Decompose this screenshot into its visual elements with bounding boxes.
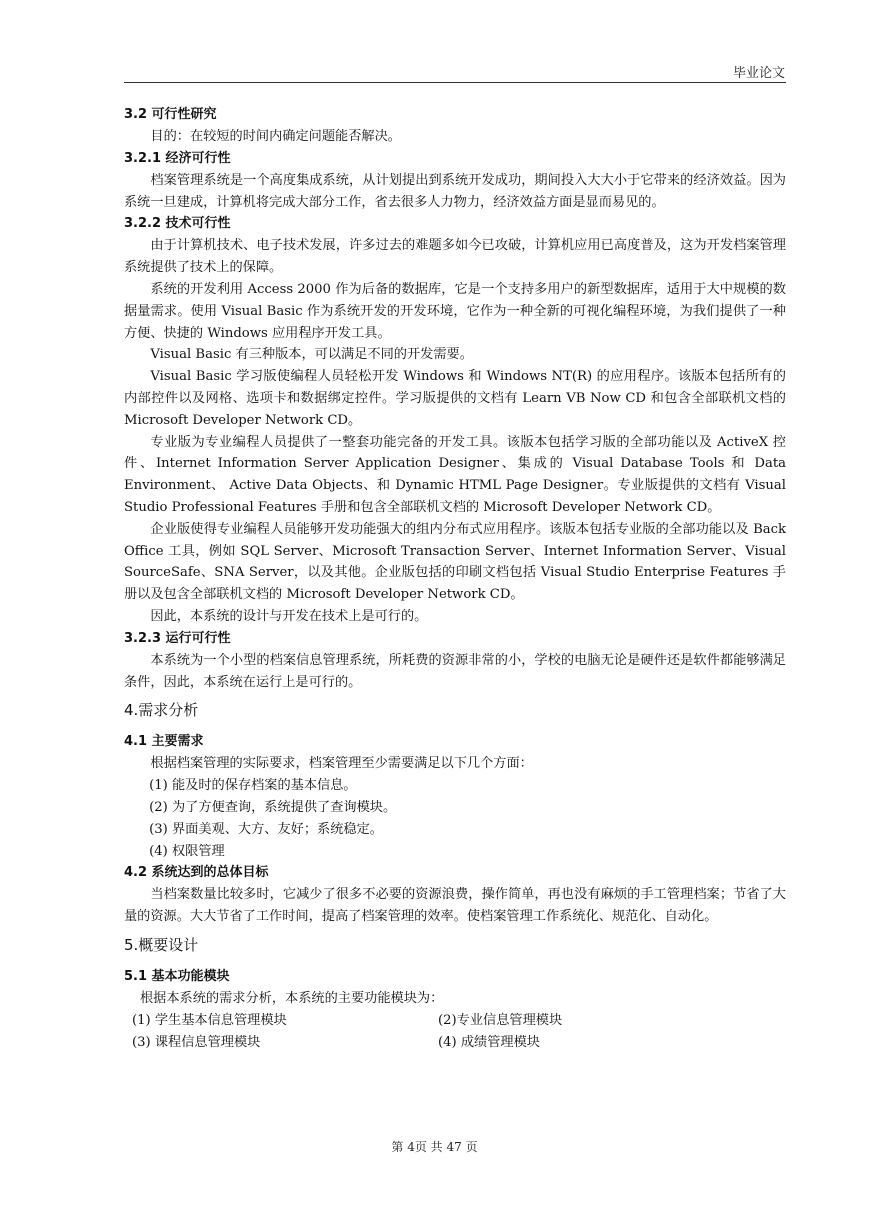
heading-4: 4.需求分析 <box>124 701 199 720</box>
module-item: (1) 学生基本信息管理模块 <box>132 1012 287 1028</box>
list-item: (2) 为了方便查询，系统提供了查询模块。 <box>149 799 397 815</box>
heading-3-2-1: 3.2.1 经济可行性 <box>124 150 231 166</box>
paragraph-tech-6: 企业版使得专业编程人员能够开发功能强大的组内分布式应用程序。该版本包括专业版的全部功能以及 Back Office 工具，例如 SQL Server、Microsoft Transaction Server、Internet Information Server、Visual SourceSafe、SNA Server，以及其他。企业版包括的印刷文档包括 Visual Studio Enterprise Features 手册以及包含全部联机文档的 Microsoft Developer Network CD。 <box>124 521 786 603</box>
heading-5-1: 5.1 基本功能模块 <box>124 968 230 984</box>
paragraph-economic: 档案管理系统是一个高度集成系统，从计划提出到系统开发成功，期间投入大大小于它带来的经济效益。因为系统一旦建成，计算机将完成大部分工作，省去很多人力物力，经济效益方面是显而易见的。 <box>124 172 786 210</box>
paragraph-purpose: 目的：在较短的时间内确定问题能否解决。 <box>150 129 401 144</box>
paragraph-modules-intro: 根据本系统的需求分析，本系统的主要功能模块为： <box>140 990 444 1006</box>
module-row <box>124 1010 786 1032</box>
paragraph-tech-2: 系统的开发利用 Access 2000 作为后备的数据库，它是一个支持多用户的新型数据库，适用于大中规模的数据量需求。使用 Visual Basic 作为系统开发的开发环境，它作为一种全新的可视化编程环境，为我们提供了一种方便、快捷的 Windows 应用程序开发工具。 <box>124 281 786 341</box>
heading-3-2-2: 3.2.2 技术可行性 <box>124 216 231 232</box>
paragraph-tech-7: 因此，本系统的设计与开发在技术上是可行的。 <box>150 608 428 624</box>
module-list <box>124 988 786 1053</box>
list-item: (1) 能及时的保存档案的基本信息。 <box>149 778 357 794</box>
heading-4-2: 4.2 系统达到的总体目标 <box>124 865 269 881</box>
paragraph-tech-4: Visual Basic 学习版使编程人员轻松开发 Windows 和 Windows NT(R) 的应用程序。该版本包括所有的内部控件以及网格、选项卡和数据绑定控件。学习版提供的文档有 Learn VB Now CD 和包含全部联机文档的 Microsoft Developer Network CD。 <box>124 369 786 428</box>
paragraph-tech-1: 由于计算机技术、电子技术发展，许多过去的难题多如今已攻破，计算机应用已高度普及，这为开发档案管理系统提供了技术上的保障。 <box>124 238 786 276</box>
page-number-footer: 第 4页 共 47 页 <box>391 1140 478 1154</box>
paragraph-requirements-intro: 根据档案管理的实际要求，档案管理至少需要满足以下几个方面： <box>150 756 533 772</box>
list-item: (4) 权限管理 <box>149 843 225 859</box>
paragraph-tech-5: 专业版为专业编程人员提供了一整套功能完备的开发工具。该版本包括学习版的全部功能以及 ActiveX 控件、Internet Information Server Application Designer、集成的 Visual Database Tools 和 Data Environment、 Active Data Objects、和 Dynamic HTML Page Designer。专业版提供的文档有 Visual Studio Professional Features 手册和包含全部联机文档的 Microsoft Developer Network CD。 <box>124 434 786 515</box>
paragraph-tech-3: Visual Basic 有三种版本，可以满足不同的开发需要。 <box>150 347 473 363</box>
module-row <box>124 1032 786 1054</box>
list-item: (3) 界面美观、大方、友好；系统稳定。 <box>149 821 383 837</box>
page-body <box>124 104 786 1053</box>
module-item: (3) 课程信息管理模块 <box>132 1034 261 1050</box>
module-item: (2)专业信息管理模块 <box>438 1012 563 1028</box>
header-divider <box>124 82 786 83</box>
heading-3-2-3: 3.2.3 运行可行性 <box>124 630 231 646</box>
paragraph-goals: 当档案数量比较多时，它减少了很多不必要的资源浪费，操作简单，再也没有麻烦的手工管理档案；节省了大量的资源。大大节省了工作时间，提高了档案管理的效率。使档案管理工作系统化、规范化、自动化。 <box>124 887 786 925</box>
heading-4-1: 4.1 主要需求 <box>124 734 204 750</box>
heading-3-2: 3.2 可行性研究 <box>124 107 217 122</box>
running-header: 毕业论文 <box>732 66 785 81</box>
module-item: (4) 成绩管理模块 <box>438 1034 540 1050</box>
heading-5: 5.概要设计 <box>124 935 199 954</box>
paragraph-operational: 本系统为一个小型的档案信息管理系统，所耗费的资源非常的小，学校的电脑无论是硬件还是软件都能够满足条件，因此，本系统在运行上是可行的。 <box>124 652 786 690</box>
